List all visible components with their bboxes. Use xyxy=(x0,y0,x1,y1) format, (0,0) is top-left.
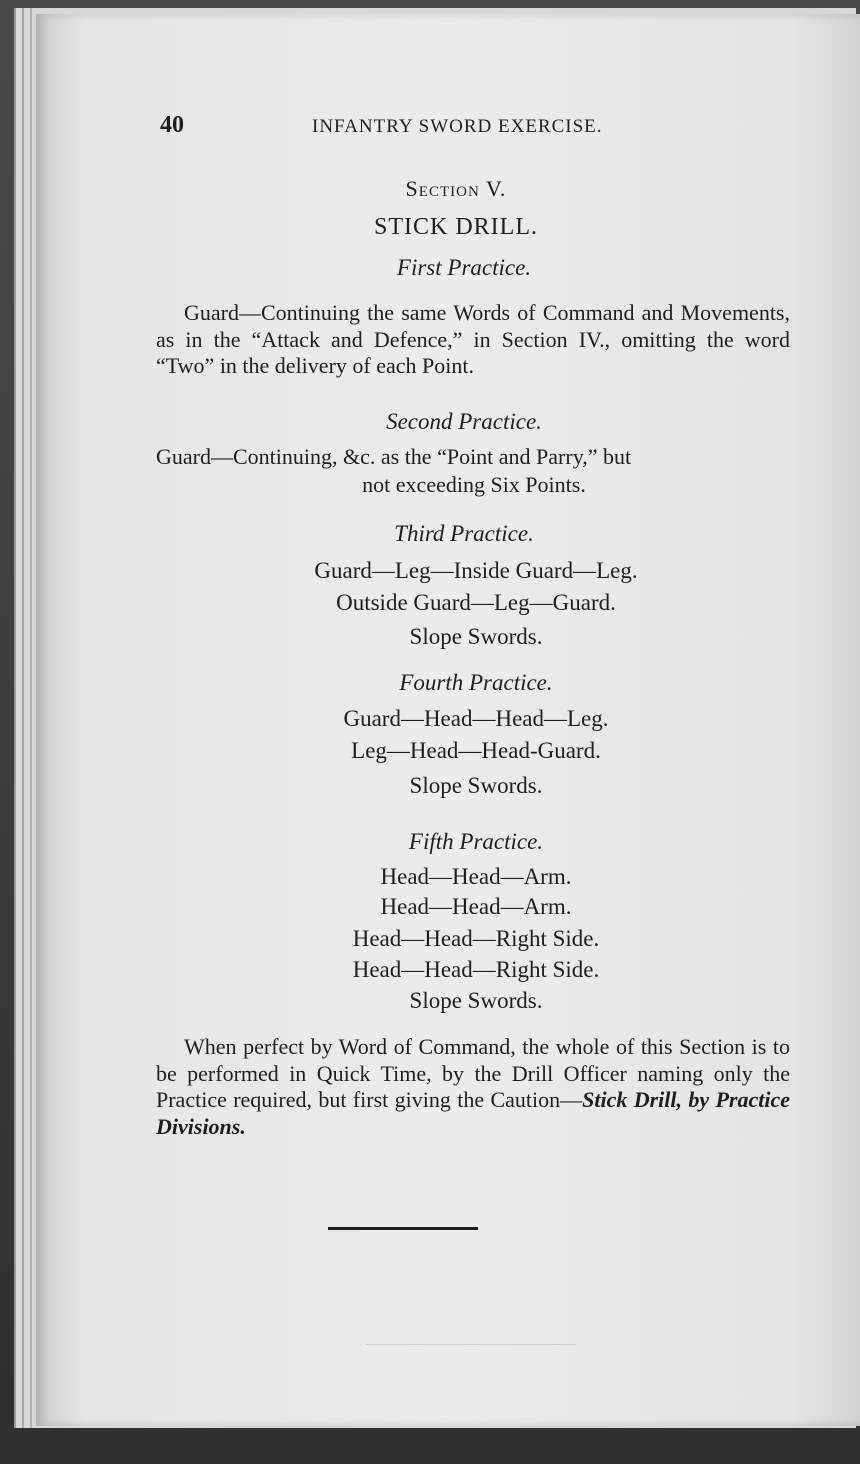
command-line: Guard—Head—Head—Leg. xyxy=(343,706,609,731)
command-line: Head—Head—Right Side. xyxy=(352,957,600,982)
closing-caution: Stick Drill, by Practice Divisions. xyxy=(156,1087,790,1139)
second-practice-line-2: not exceeding Six Points. xyxy=(362,472,586,497)
running-title: INFANTRY SWORD EXERCISE. xyxy=(312,116,603,137)
practice-title-second: Second Practice. xyxy=(386,409,542,434)
second-practice-line-1: Guard—Continuing, &c. as the “Point and Parry,” but xyxy=(156,444,632,469)
closing-text: When perfect by Word of Command, the whole of this Section is to be performed in Quick Time, by the Drill Officer naming only the Practice required, but first giving the Caution— xyxy=(156,1034,790,1112)
command-line: Head—Head—Arm. xyxy=(380,894,572,919)
practice-title-first: First Practice. xyxy=(396,255,532,280)
show-through-shadow xyxy=(366,1344,576,1345)
practice-title-third: Third Practice. xyxy=(394,521,534,546)
command-line: Slope Swords. xyxy=(409,624,543,649)
page-number: 40 xyxy=(160,112,184,138)
book-page xyxy=(36,14,860,1426)
section-title: STICK DRILL. xyxy=(374,214,538,240)
command-line: Leg—Head—Head-Guard. xyxy=(351,738,601,763)
practice-title-fourth: Fourth Practice. xyxy=(399,670,553,695)
closing-paragraph xyxy=(156,1034,790,1140)
practice-title-fifth: Fifth Practice. xyxy=(408,829,544,854)
command-line: Head—Head—Arm. xyxy=(380,864,572,889)
command-line: Slope Swords. xyxy=(409,988,543,1013)
section-label: Section V. xyxy=(405,176,507,201)
command-line: Slope Swords. xyxy=(409,773,543,798)
first-practice-paragraph: Guard—Continuing the same Words of Command and Movements, as in the “Attack and Defence,” in Section IV., omitting the word “Two” in the delivery of each Point. xyxy=(156,300,790,378)
running-header xyxy=(36,112,860,142)
command-line: Guard—Leg—Inside Guard—Leg. xyxy=(314,558,638,583)
section-end-rule xyxy=(328,1227,478,1230)
command-line: Outside Guard—Leg—Guard. xyxy=(336,590,616,615)
command-line: Head—Head—Right Side. xyxy=(352,926,600,951)
